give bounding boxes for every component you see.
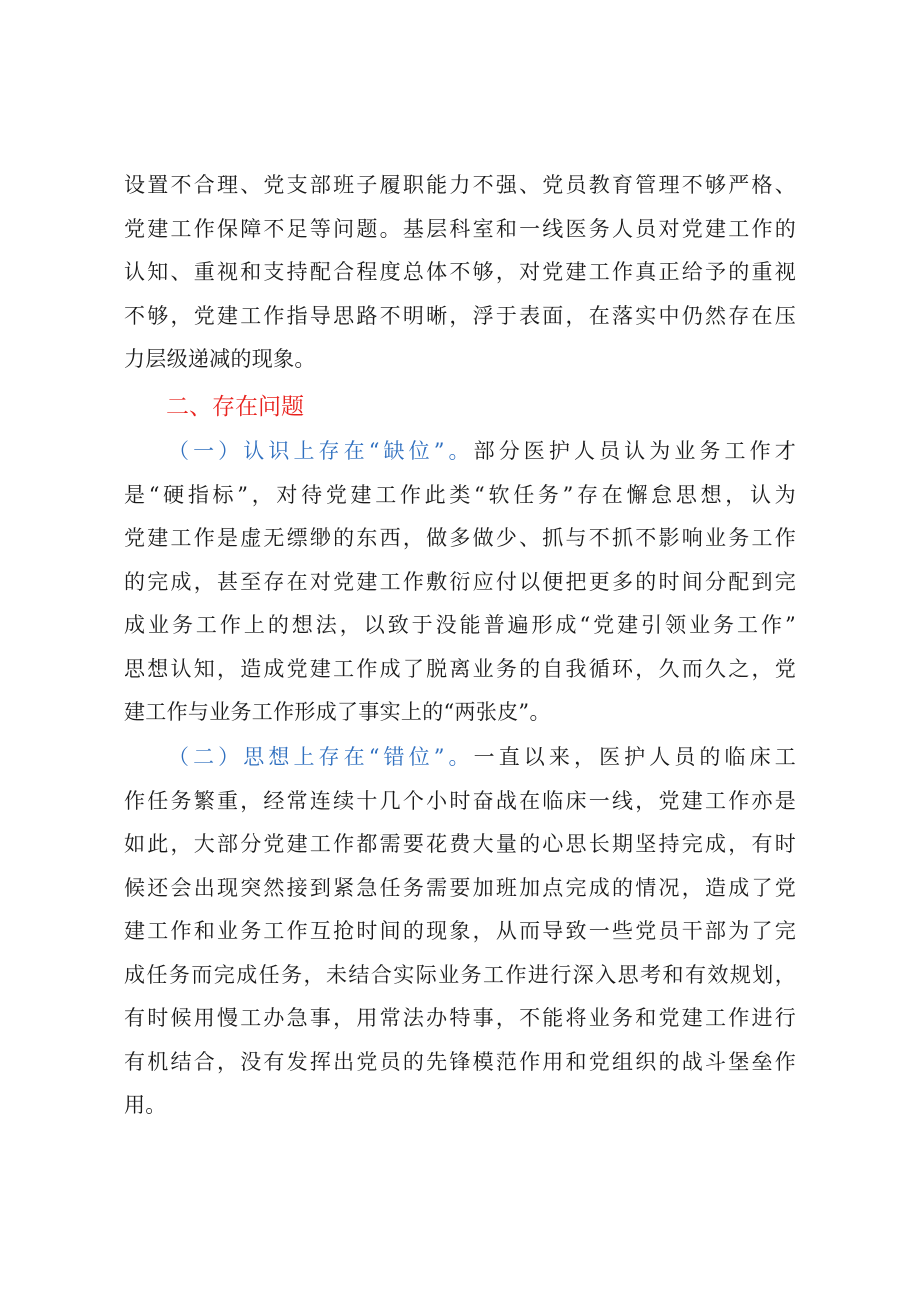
- paragraph-intro: [124, 164, 796, 382]
- paragraph-line: 有机结合，没有发挥出党员的先锋模范作用和党组织的战斗堡垒作: [124, 1049, 796, 1074]
- section-heading: 二、存在问题: [166, 394, 304, 420]
- paragraph-line-rest: 一直以来，医护人员的临床工: [473, 745, 796, 769]
- paragraph-line: 候还会出现突然接到紧急任务需要加班加点完成的情况，造成了党: [124, 875, 796, 900]
- paragraph-line-rest: 部分医护人员认为业务工作才: [473, 439, 796, 463]
- paragraph-line: 作任务繁重，经常连续十几个小时奋战在临床一线，党建工作亦是: [124, 788, 796, 813]
- paragraph-line: 有时候用慢工办急事，用常法办特事，不能将业务和党建工作进行: [124, 1006, 796, 1030]
- paragraph-line: 成任务而完成任务，未结合实际业务工作进行深入思考和有效规划，: [124, 962, 796, 987]
- paragraph-line: 建工作与业务工作形成了事实上的“两张皮”。: [124, 700, 551, 724]
- paragraph-1: [124, 430, 796, 735]
- paragraph-line: 建工作和业务工作互抢时间的现象，从而导致一些党员干部为了完: [124, 919, 796, 943]
- paragraph-line: 成业务工作上的想法，以致于没能普遍形成“党建引领业务工作”: [124, 613, 796, 637]
- sub-heading-label: （二）思想上存在“错位”。: [168, 745, 474, 769]
- paragraph-line: 思想认知，造成党建工作成了脱离业务的自我循环，久而久之，党: [124, 656, 796, 681]
- paragraph-line: 不够，党建工作指导思路不明晰，浮于表面，在落实中仍然存在压: [124, 303, 796, 328]
- paragraph-first-line: [124, 430, 796, 474]
- sub-heading-label: （一）认识上存在“缺位”。: [168, 439, 474, 463]
- paragraph-first-line: [124, 736, 796, 780]
- paragraph-line: 党建工作是虚无缥缈的东西，做多做少、抓与不抓不影响业务工作: [124, 526, 796, 550]
- paragraph-line: 是“硬指标”，对待党建工作此类“软任务”存在懈怠思想，认为: [124, 482, 796, 507]
- paragraph-2: [124, 736, 796, 1128]
- paragraph-line: 的完成，甚至存在对党建工作敷衍应付以便把更多的时间分配到完: [124, 569, 796, 594]
- paragraph-line: 党建工作保障不足等问题。基层科室和一线医务人员对党建工作的: [124, 216, 796, 241]
- paragraph-line: 用。: [124, 1093, 167, 1117]
- paragraph-line: 认知、重视和支持配合程度总体不够，对党建工作真正给予的重视: [124, 260, 796, 284]
- paragraph-line: 如此，大部分党建工作都需要花费大量的心思长期坚持完成，有时: [124, 832, 796, 856]
- paragraph-line: 力层级递减的现象。: [124, 347, 316, 371]
- paragraph-line: 设置不合理、党支部班子履职能力不强、党员教育管理不够严格、: [124, 173, 796, 197]
